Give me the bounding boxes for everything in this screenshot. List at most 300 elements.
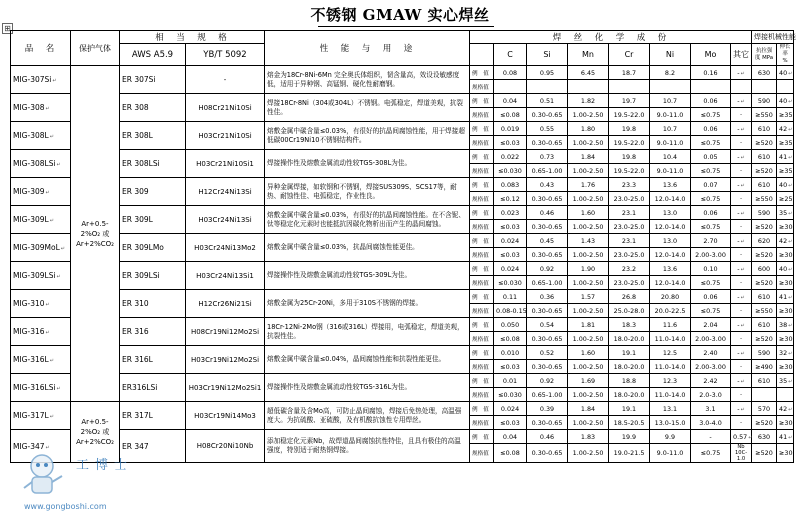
value-ni: 11.0-14.0 <box>650 388 691 402</box>
value-mo: 2.04 <box>691 318 731 332</box>
value-other: -↵ <box>731 262 752 276</box>
value-si: 0.36 <box>527 290 568 304</box>
header-chem-group: 焊 丝 化 学 成 份 <box>470 31 752 44</box>
value-mn: 1.00-2.50 <box>568 444 609 463</box>
value-mn: 1.00-2.50 <box>568 360 609 374</box>
product-name: MIG-309L↵ <box>11 206 71 234</box>
row-label-example: 例 值 <box>470 430 494 444</box>
value-tensile: ≥520 <box>752 220 777 234</box>
performance-description: 焊接操作性及熔敷金属流动性较TGS-316L为佳。 <box>265 374 470 402</box>
value-other: - <box>731 108 752 122</box>
value-elong: 40↵ <box>777 66 794 80</box>
value-si: 0.30-0.65 <box>527 360 568 374</box>
value-c: 0.083 <box>494 178 527 192</box>
value-tensile: 610 <box>752 178 777 192</box>
aws-spec: ER 317L <box>120 402 186 430</box>
row-label-standard: 规格值 <box>470 360 494 374</box>
value-si: 0.45 <box>527 234 568 248</box>
table-row <box>11 290 794 304</box>
value-mo: 2.00-3.00 <box>691 332 731 346</box>
value-cr: 19.1 <box>609 402 650 416</box>
aws-spec: ER 347 <box>120 430 186 463</box>
value-elong: 40↵ <box>777 262 794 276</box>
aws-spec: ER316LSi <box>120 374 186 402</box>
value-cr <box>609 80 650 94</box>
value-si: 0.54 <box>527 318 568 332</box>
value-cr: 23.0-25.0 <box>609 192 650 206</box>
yb-spec: H03Cr24Ni13Mo2 <box>186 234 265 262</box>
table-row <box>11 178 794 192</box>
value-other: -↵ <box>731 290 752 304</box>
value-mo: ≤0.75 <box>691 164 731 178</box>
performance-description: 18Cr-12Ni-2Mo钢（316或316L）焊接用，电弧稳定，焊道美观，抗裂性佳。 <box>265 318 470 346</box>
value-tensile: ≥520 <box>752 164 777 178</box>
aws-spec: ER 308 <box>120 94 186 122</box>
header-mn: Mn <box>568 44 609 66</box>
value-ni: 13.1 <box>650 402 691 416</box>
value-tensile: ≥550 <box>752 108 777 122</box>
value-si: 0.55 <box>527 122 568 136</box>
table-row <box>11 374 794 388</box>
yb-spec: H03Cr19Ni12Mo2Si <box>186 346 265 374</box>
value-cr: 23.1 <box>609 234 650 248</box>
value-other: -↵ <box>731 402 752 416</box>
value-mn: 1.00-2.50 <box>568 332 609 346</box>
value-tensile: 590 <box>752 346 777 360</box>
value-ni <box>650 80 691 94</box>
yb-spec: H03Cr21Ni10Si <box>186 122 265 150</box>
aws-spec: ER 308LSi <box>120 150 186 178</box>
value-other: -↵ <box>731 318 752 332</box>
product-name: MIG-310↵ <box>11 290 71 318</box>
value-mo: 0.07 <box>691 178 731 192</box>
value-other: - <box>731 136 752 150</box>
product-name: MIG-309↵ <box>11 178 71 206</box>
product-name: MIG-317L↵ <box>11 402 71 430</box>
value-tensile: ≥520 <box>752 444 777 463</box>
value-c: ≤0.030 <box>494 164 527 178</box>
value-si: 0.30-0.65 <box>527 220 568 234</box>
value-tensile <box>752 388 777 402</box>
value-tensile: 590 <box>752 206 777 220</box>
table-row <box>11 122 794 136</box>
value-cr: 19.1 <box>609 346 650 360</box>
value-si: 0.46 <box>527 430 568 444</box>
yb-spec: H08Cr19Ni12Mo2Si <box>186 318 265 346</box>
value-mo <box>691 80 731 94</box>
value-tensile: ≥520 <box>752 276 777 290</box>
header-si: Si <box>527 44 568 66</box>
value-c: ≤0.08 <box>494 332 527 346</box>
aws-spec: ER 309L <box>120 206 186 234</box>
performance-description: 熔敷金属中碳含量≤0.03%，有很好的抗晶间腐蚀性能，用于焊接超低碳00Cr19Ni10不锈钢结构件。 <box>265 122 470 150</box>
row-label-standard: 规格值 <box>470 108 494 122</box>
value-si <box>527 80 568 94</box>
header-name: 品 名 <box>11 31 71 66</box>
value-tensile: ≥520 <box>752 248 777 262</box>
row-label-example: 例 值 <box>470 94 494 108</box>
value-si: 0.52 <box>527 346 568 360</box>
value-cr: 19.8 <box>609 122 650 136</box>
watermark-text: 工博士 <box>76 458 134 473</box>
value-ni: 11.0-14.0 <box>650 332 691 346</box>
yb-spec: H03Cr19Ni12Mo2Si1 <box>186 374 265 402</box>
yb-spec: H08Cr21Ni10Si <box>186 94 265 122</box>
value-mn: 1.00-2.50 <box>568 276 609 290</box>
value-ni: 10.4 <box>650 150 691 164</box>
value-mn: 1.84 <box>568 402 609 416</box>
value-ni: 12.0-14.0 <box>650 276 691 290</box>
value-mn: 1.00-2.50 <box>568 388 609 402</box>
value-elong: ≥35 <box>777 108 794 122</box>
value-other: - <box>731 388 752 402</box>
value-other: -↵ <box>731 206 752 220</box>
value-si: 0.39 <box>527 402 568 416</box>
value-mn: 1.43 <box>568 234 609 248</box>
value-mn: 1.83 <box>568 430 609 444</box>
value-elong: 41↵ <box>777 430 794 444</box>
table-move-handle-icon[interactable]: ⊞ <box>2 23 13 34</box>
row-label-standard: 规格值 <box>470 220 494 234</box>
value-si: 0.73 <box>527 150 568 164</box>
aws-spec: ER 316 <box>120 318 186 346</box>
value-c: ≤0.08 <box>494 444 527 463</box>
row-label-example: 例 值 <box>470 206 494 220</box>
value-tensile: 620 <box>752 234 777 248</box>
value-si: 0.65-1.00 <box>527 388 568 402</box>
value-mo: 0.06 <box>691 94 731 108</box>
value-elong: 42↵ <box>777 122 794 136</box>
table-row <box>11 262 794 276</box>
value-elong: 32↵ <box>777 346 794 360</box>
value-mn: 1.00-2.50 <box>568 164 609 178</box>
value-ni: 12.0-14.0 <box>650 248 691 262</box>
value-cr: 18.0-20.0 <box>609 360 650 374</box>
value-cr: 23.3 <box>609 178 650 192</box>
value-cr: 26.8 <box>609 290 650 304</box>
value-elong: 42↵ <box>777 402 794 416</box>
value-mn <box>568 80 609 94</box>
header-c: C <box>494 44 527 66</box>
header-tensile: 抗拉强度 MPa <box>752 44 777 66</box>
value-ni: 9.0-11.0 <box>650 444 691 463</box>
header-ni: Ni <box>650 44 691 66</box>
value-c: ≤0.03 <box>494 136 527 150</box>
yb-spec: H03Cr19Ni14Mo3 <box>186 402 265 430</box>
value-other: -↵ <box>731 178 752 192</box>
value-c: ≤0.03 <box>494 220 527 234</box>
value-si: 0.95 <box>527 66 568 80</box>
value-elong: 38↵ <box>777 318 794 332</box>
row-label-example: 例 值 <box>470 122 494 136</box>
title-underline <box>318 26 494 27</box>
row-label-example: 例 值 <box>470 318 494 332</box>
performance-description: 熔敷金属为25Cr-20Ni，多用于310S不锈钢的焊接。 <box>265 290 470 318</box>
value-c: 0.024 <box>494 234 527 248</box>
value-elong: ≥35 <box>777 136 794 150</box>
value-mo: 2.00-3.00 <box>691 360 731 374</box>
watermark-url: www.gongboshi.com <box>24 502 107 511</box>
performance-description: 超低碳含量及含Mo高，可防止晶间腐蚀，焊接后免热处理，高温强度大。为抗硫酸、亚硫酸，及有机酸抗蚀性专用焊丝。 <box>265 402 470 430</box>
row-label-standard: 规格值 <box>470 332 494 346</box>
value-cr: 19.5-22.0 <box>609 164 650 178</box>
value-c: ≤0.12 <box>494 192 527 206</box>
value-si: 0.30-0.65 <box>527 444 568 463</box>
value-other: - <box>731 192 752 206</box>
value-cr: 19.9 <box>609 430 650 444</box>
value-cr: 18.0-20.0 <box>609 388 650 402</box>
value-si: 0.46 <box>527 206 568 220</box>
table-row <box>11 206 794 220</box>
value-elong: ≥30 <box>777 360 794 374</box>
table-row <box>11 94 794 108</box>
value-si: 0.51 <box>527 94 568 108</box>
value-cr: 25.0-28.0 <box>609 304 650 318</box>
value-cr: 19.5-22.0 <box>609 136 650 150</box>
value-mo: 0.16 <box>691 66 731 80</box>
value-cr: 18.8 <box>609 374 650 388</box>
value-mn: 1.80 <box>568 122 609 136</box>
value-cr: 19.8 <box>609 150 650 164</box>
table-row <box>11 346 794 360</box>
value-si: 0.30-0.65 <box>527 332 568 346</box>
value-c: ≤0.03 <box>494 416 527 430</box>
value-mo: 2.0-3.0 <box>691 388 731 402</box>
value-ni: 13.6 <box>650 178 691 192</box>
product-name: MIG-308L↵ <box>11 122 71 150</box>
value-cr: 19.0-21.5 <box>609 444 650 463</box>
performance-description: 异种金属焊接，如软钢和不锈钢，焊接SUS309S、SCS17等，耐热、耐蚀性佳、电弧稳定，作业性良。 <box>265 178 470 206</box>
value-tensile <box>752 80 777 94</box>
value-ni: 13.0 <box>650 234 691 248</box>
value-ni: 13.6 <box>650 262 691 276</box>
value-cr: 19.7 <box>609 94 650 108</box>
aws-spec: ER 310 <box>120 290 186 318</box>
row-label-standard: 规格值 <box>470 80 494 94</box>
value-elong: 35↵ <box>777 374 794 388</box>
value-elong: ≥30 <box>777 276 794 290</box>
value-mn: 1.00-2.50 <box>568 220 609 234</box>
value-elong: ≥30 <box>777 444 794 463</box>
value-mo: 2.70 <box>691 234 731 248</box>
table-row <box>11 430 794 444</box>
value-mo: - <box>691 430 731 444</box>
yb-spec: H03Cr21Ni10Si1 <box>186 150 265 178</box>
value-mo: ≤0.75 <box>691 276 731 290</box>
value-elong <box>777 80 794 94</box>
product-name: MIG-307Si↵ <box>11 66 71 94</box>
product-name: MIG-347↵ <box>11 430 71 463</box>
value-other: Nb 10C-1.0 <box>731 444 752 463</box>
value-elong: ≥30 <box>777 220 794 234</box>
value-tensile: 590 <box>752 94 777 108</box>
value-tensile: 610 <box>752 150 777 164</box>
yb-spec: - <box>186 66 265 94</box>
value-tensile: ≥550 <box>752 304 777 318</box>
value-tensile: ≥520 <box>752 136 777 150</box>
performance-description: 添加稳定化元素Nb，故焊道晶间腐蚀抗性特佳，且具有极佳的高温强度，特别适于耐热钢焊接。 <box>265 430 470 463</box>
value-c: 0.024 <box>494 262 527 276</box>
value-c: 0.11 <box>494 290 527 304</box>
row-label-standard: 规格值 <box>470 192 494 206</box>
value-other: -↵ <box>731 374 752 388</box>
value-mo: 2.42 <box>691 374 731 388</box>
aws-spec: ER 309LMo <box>120 234 186 262</box>
row-label-example: 例 值 <box>470 150 494 164</box>
value-cr: 19.5-22.0 <box>609 108 650 122</box>
performance-description: 焊接操作性及熔敷金属流动性较TGS-308L为佳。 <box>265 150 470 178</box>
value-other: - <box>731 164 752 178</box>
header-row-1 <box>11 31 794 44</box>
value-si: 0.43 <box>527 178 568 192</box>
header-elong: 伸长率 % <box>777 44 794 66</box>
table-row <box>11 66 794 80</box>
value-elong: ≥30 <box>777 332 794 346</box>
value-si: 0.30-0.65 <box>527 108 568 122</box>
value-other: - <box>731 332 752 346</box>
value-mo: 0.06 <box>691 206 731 220</box>
value-si: 0.92 <box>527 262 568 276</box>
aws-spec: ER 308L <box>120 122 186 150</box>
value-tensile: 630 <box>752 430 777 444</box>
row-label-example: 例 值 <box>470 234 494 248</box>
value-c: 0.024 <box>494 402 527 416</box>
value-c: ≤0.03 <box>494 360 527 374</box>
value-si: 0.30-0.65 <box>527 192 568 206</box>
value-other: - <box>731 248 752 262</box>
watermark-logo <box>20 452 160 514</box>
value-elong: 41↵ <box>777 290 794 304</box>
value-c: 0.04 <box>494 94 527 108</box>
value-tensile: ≥520 <box>752 416 777 430</box>
value-c: 0.023 <box>494 206 527 220</box>
performance-description: 熔金为18Cr-8Ni-6Mn 完全奥氏体组织，韧含量高，效设设敏感度低，适用于异种钢、高锰钢、硬化性耐磨钢。 <box>265 66 470 94</box>
table-row <box>11 402 794 416</box>
value-c: ≤0.03 <box>494 248 527 262</box>
value-c: 0.08 <box>494 66 527 80</box>
value-mn: 1.00-2.50 <box>568 108 609 122</box>
value-mo: ≤0.75 <box>691 108 731 122</box>
row-label-standard: 规格值 <box>470 136 494 150</box>
performance-description: 焊接18Cr-8Ni（304或304L）不锈钢。电弧稳定，焊道美观，抗裂性佳。 <box>265 94 470 122</box>
shielding-gas: Ar+0.5-2%O₂ 或Ar+2%CO₂ <box>71 66 120 402</box>
value-ni: 12.0-14.0 <box>650 220 691 234</box>
value-other: -↵ <box>731 234 752 248</box>
value-mn: 1.00-2.50 <box>568 192 609 206</box>
value-c: 0.08-0.15 <box>494 304 527 318</box>
product-name: MIG-316↵ <box>11 318 71 346</box>
value-elong: 41↵ <box>777 150 794 164</box>
row-label-example: 例 值 <box>470 346 494 360</box>
value-ni: 13.0 <box>650 206 691 220</box>
value-mn: 1.84 <box>568 150 609 164</box>
value-ni: 9.0-11.0 <box>650 108 691 122</box>
value-c: 0.022 <box>494 150 527 164</box>
yb-spec: H08Cr20Ni10Nb <box>186 430 265 463</box>
value-tensile: ≥490 <box>752 360 777 374</box>
value-tensile: 600 <box>752 262 777 276</box>
value-cr: 18.0-20.0 <box>609 332 650 346</box>
value-other: - <box>731 304 752 318</box>
row-label-standard: 规格值 <box>470 304 494 318</box>
value-tensile: ≥550 <box>752 192 777 206</box>
value-other: 0.57↵ <box>731 430 752 444</box>
value-si: 0.30-0.65 <box>527 136 568 150</box>
yb-spec: H03Cr24Ni13Si <box>186 206 265 234</box>
header-aws: AWS A5.9 <box>120 44 186 66</box>
performance-description: 焊接操作性及熔敷金属流动性较TGS-309L为佳。 <box>265 262 470 290</box>
value-tensile: ≥520 <box>752 332 777 346</box>
header-mo: Mo <box>691 44 731 66</box>
value-ni: 20.0-22.5 <box>650 304 691 318</box>
value-ni: 11.6 <box>650 318 691 332</box>
page-title <box>0 4 800 25</box>
value-tensile: 610 <box>752 374 777 388</box>
row-label-standard: 规格值 <box>470 388 494 402</box>
value-elong: 40↵ <box>777 94 794 108</box>
value-mo: ≤0.75 <box>691 444 731 463</box>
value-other: -↵ <box>731 150 752 164</box>
value-tensile: 630 <box>752 66 777 80</box>
aws-spec: ER 309LSi <box>120 262 186 290</box>
table-row <box>11 318 794 332</box>
header-spec-group: 相 当 规 格 <box>120 31 265 44</box>
value-ni: 8.2 <box>650 66 691 80</box>
value-mn: 1.00-2.50 <box>568 416 609 430</box>
performance-description: 熔敷金属中碳含量≤0.04%，晶间腐蚀性能和抗裂性能更佳。 <box>265 346 470 374</box>
value-tensile: 570 <box>752 402 777 416</box>
robot-mascot-icon <box>20 452 72 500</box>
value-mo: 3.0-4.0 <box>691 416 731 430</box>
value-mo: 0.06 <box>691 290 731 304</box>
value-mn: 1.00-2.50 <box>568 136 609 150</box>
value-cr: 23.0-25.0 <box>609 248 650 262</box>
value-tensile: 610 <box>752 290 777 304</box>
table-row <box>11 234 794 248</box>
value-ni: 12.0-14.0 <box>650 192 691 206</box>
product-name: MIG-316L↵ <box>11 346 71 374</box>
performance-description: 熔敷金属中碳含量≤0.03%，抗晶间腐蚀性能更佳。 <box>265 234 470 262</box>
value-tensile: 610 <box>752 318 777 332</box>
value-ni: 10.7 <box>650 94 691 108</box>
value-ni: 20.80 <box>650 290 691 304</box>
value-other: -↵ <box>731 66 752 80</box>
value-elong <box>777 388 794 402</box>
value-cr: 18.7 <box>609 66 650 80</box>
value-mo: ≤0.75 <box>691 304 731 318</box>
value-mn: 1.57 <box>568 290 609 304</box>
value-mo: 0.10 <box>691 262 731 276</box>
value-c: 0.010 <box>494 346 527 360</box>
value-c: 0.01 <box>494 374 527 388</box>
aws-spec: ER 316L <box>120 346 186 374</box>
value-elong: ≥30 <box>777 304 794 318</box>
row-label-example: 例 值 <box>470 66 494 80</box>
value-ni: 13.0-15.0 <box>650 416 691 430</box>
value-elong: 40↵ <box>777 178 794 192</box>
value-cr: 23.1 <box>609 206 650 220</box>
value-mn: 1.00-2.50 <box>568 304 609 318</box>
header-use: 性 能 与 用 途 <box>265 31 470 66</box>
product-name: MIG-308↵ <box>11 94 71 122</box>
product-name: MIG-309MoL↵ <box>11 234 71 262</box>
value-mo: ≤0.75 <box>691 136 731 150</box>
value-ni: 10.7 <box>650 122 691 136</box>
value-c: 0.04 <box>494 430 527 444</box>
value-ni: 9.9 <box>650 430 691 444</box>
value-c: ≤0.030 <box>494 388 527 402</box>
value-mn: 1.90 <box>568 262 609 276</box>
